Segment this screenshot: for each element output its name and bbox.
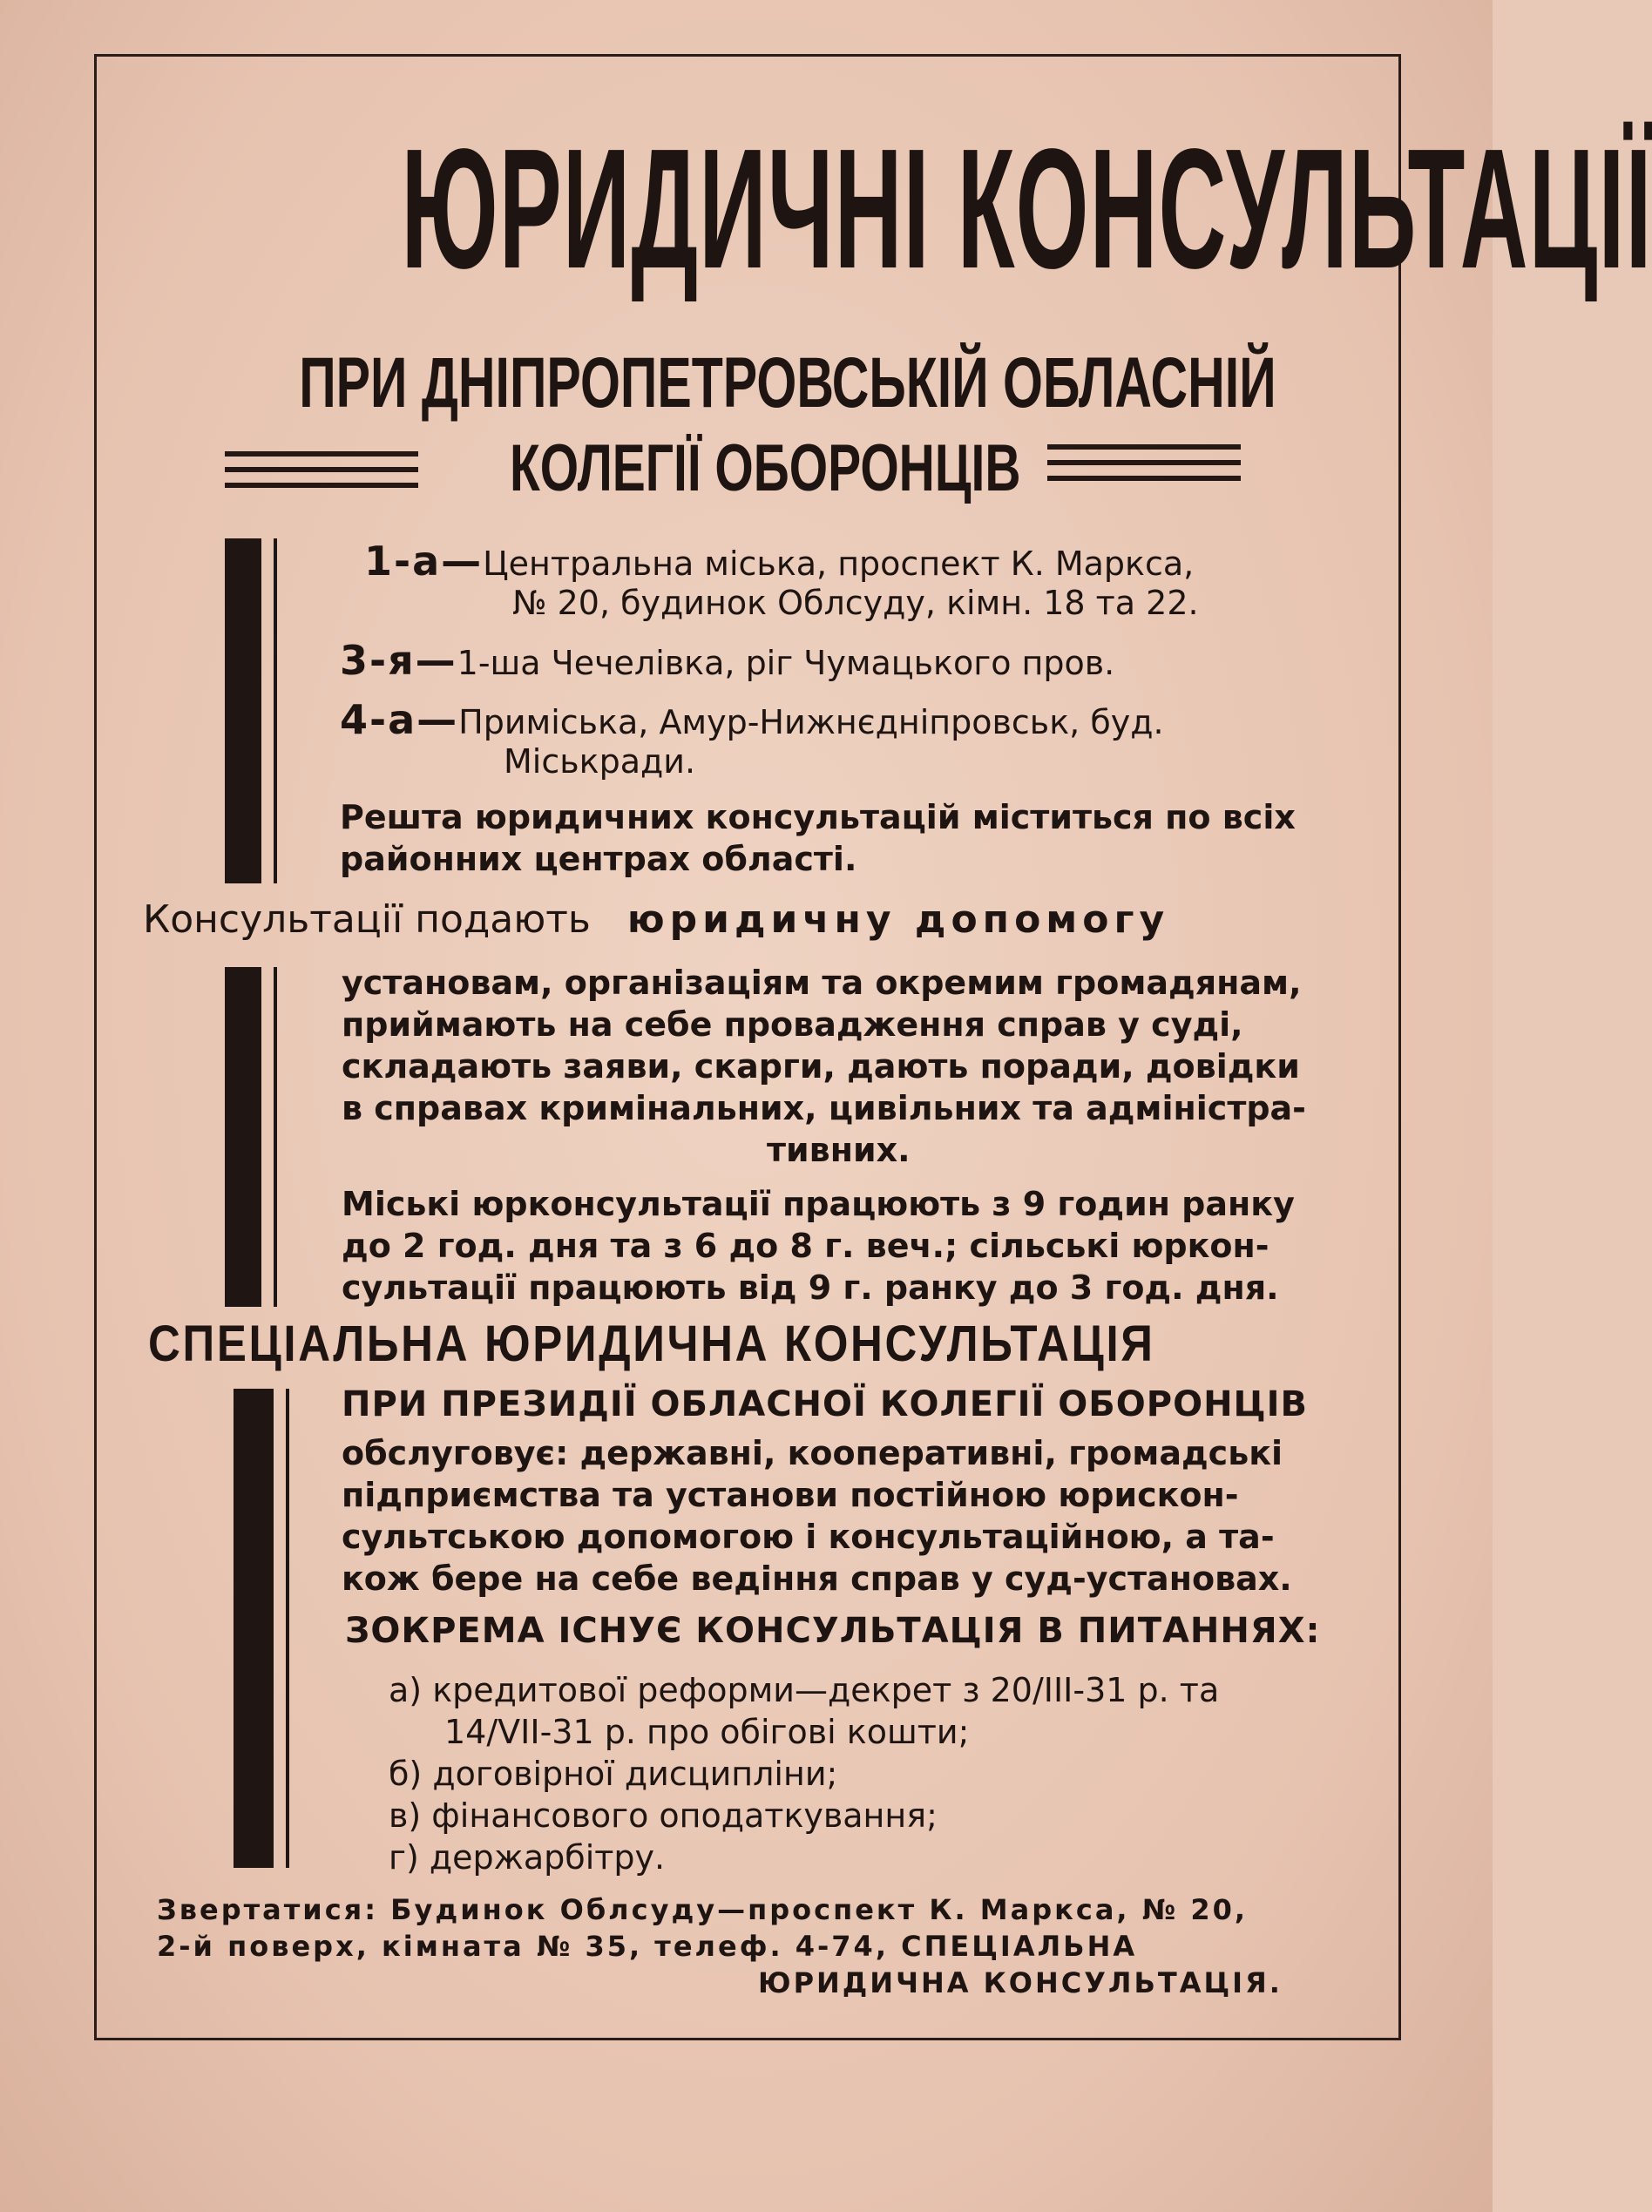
topic-b: б) договірної дисципліни; xyxy=(389,1755,838,1793)
help-line-1: установам, організаціям та окремим громадянам, xyxy=(342,964,1302,1002)
special-line-1: обслуговує: державні, кооперативні, громадські xyxy=(342,1434,1283,1472)
office-1-line-2: № 20, будинок Облсуду, кімн. 18 та 22. xyxy=(512,584,1199,622)
office-4-number: 4-а— xyxy=(340,696,459,743)
special-line-4: кож бере на себе ведіння справ у суд-установах. xyxy=(342,1559,1292,1598)
topic-a-cont: 14/VІІ-31 р. про обігові кошти; xyxy=(444,1713,970,1751)
subtitle-line-2: КОЛЕГІЇ ОБОРОНЦІВ xyxy=(510,431,1021,505)
office-4-line-2: Міськради. xyxy=(504,742,696,781)
special-title: СПЕЦІАЛЬНА ЮРИДИЧНА КОНСУЛЬТАЦІЯ xyxy=(148,1316,1155,1372)
special-subtitle: ПРИ ПРЕЗИДІЇ ОБЛАСНОЇ КОЛЕГІЇ ОБОРОНЦІВ xyxy=(342,1384,1309,1424)
help-line-4: в справах кримінальних, цивільних та адміністра- xyxy=(342,1089,1306,1127)
special-line-2: підприємства та установи постійною юрискон- xyxy=(342,1476,1239,1514)
rule-left-2 xyxy=(225,467,418,472)
subtitle-line-1: ПРИ ДНІПРОПЕТРОВСЬКІЙ ОБЛАСНІЙ xyxy=(299,343,1276,423)
rule-right-3 xyxy=(1047,476,1241,481)
contact-line-3: ЮРИДИЧНА КОНСУЛЬТАЦІЯ. xyxy=(758,1966,1283,1999)
side-bar-2 xyxy=(225,967,261,1307)
topic-a: а) кредитової реформи—декрет з 20/ІІІ-31 р. та xyxy=(389,1671,1220,1709)
side-bar-3 xyxy=(234,1389,274,1868)
rest-line-1: Решта юридичних консультацій міститься по всіх xyxy=(340,798,1296,836)
contact-line-1: Звертатися: Будинок Облсуду—проспект К. Маркса, № 20, xyxy=(157,1893,1249,1926)
help-bold: юридичну допомогу xyxy=(626,897,1170,942)
special-line-3: сультською допомогою і консультаційною, а та- xyxy=(342,1518,1275,1556)
main-title: ЮРИДИЧНІ КОНСУЛЬТАЦІЇ xyxy=(401,113,1652,304)
office-1-line-1: 1-а—Центральна міська, проспект К. Маркса, xyxy=(364,538,1195,585)
hours-line-2: до 2 год. дня та з 6 до 8 г. веч.; сільські юркон- xyxy=(342,1227,1269,1265)
rest-line-2: районних центрах області. xyxy=(340,840,857,878)
side-line-2 xyxy=(274,967,277,1307)
side-line-3 xyxy=(286,1389,289,1868)
hours-line-1: Міські юрконсультації працюють з 9 годин ранку xyxy=(342,1185,1295,1223)
rule-left-1 xyxy=(225,451,418,457)
rule-left-3 xyxy=(225,483,418,488)
help-line-2: приймають на себе провадження справ у суді, xyxy=(342,1005,1243,1044)
help-line-5: тивних. xyxy=(767,1131,911,1169)
office-1-number: 1-а— xyxy=(364,538,484,585)
side-line-1 xyxy=(274,538,277,883)
topics-title: ЗОКРЕМА ІСНУЄ КОНСУЛЬТАЦІЯ В ПИТАННЯХ: xyxy=(345,1611,1321,1651)
hours-line-3: сультації працюють від 9 г. ранку до 3 год. дня. xyxy=(342,1268,1279,1307)
contact-line-2: 2-й поверх, кімната № 35, телеф. 4-74, СПЕЦІАЛЬНА xyxy=(157,1930,1138,1963)
rule-right-1 xyxy=(1047,444,1241,450)
side-bar-1 xyxy=(225,538,261,883)
topic-v: в) фінансового оподаткування; xyxy=(389,1796,938,1835)
office-4-line-1: 4-а—Приміська, Амур-Нижнєдніпровськ, буд. xyxy=(340,696,1164,743)
office-3-number: 3-я— xyxy=(340,637,457,684)
help-line-3: складають заяви, скарги, дають поради, довідки xyxy=(342,1047,1300,1086)
help-heading: Консультації подають юридичну допомогу xyxy=(143,897,1170,942)
rule-right-2 xyxy=(1047,460,1241,465)
topic-g: г) держарбітру. xyxy=(389,1838,666,1877)
office-3-line-1: 3-я—1-ша Чечелівка, ріг Чумацького пров. xyxy=(340,637,1115,684)
